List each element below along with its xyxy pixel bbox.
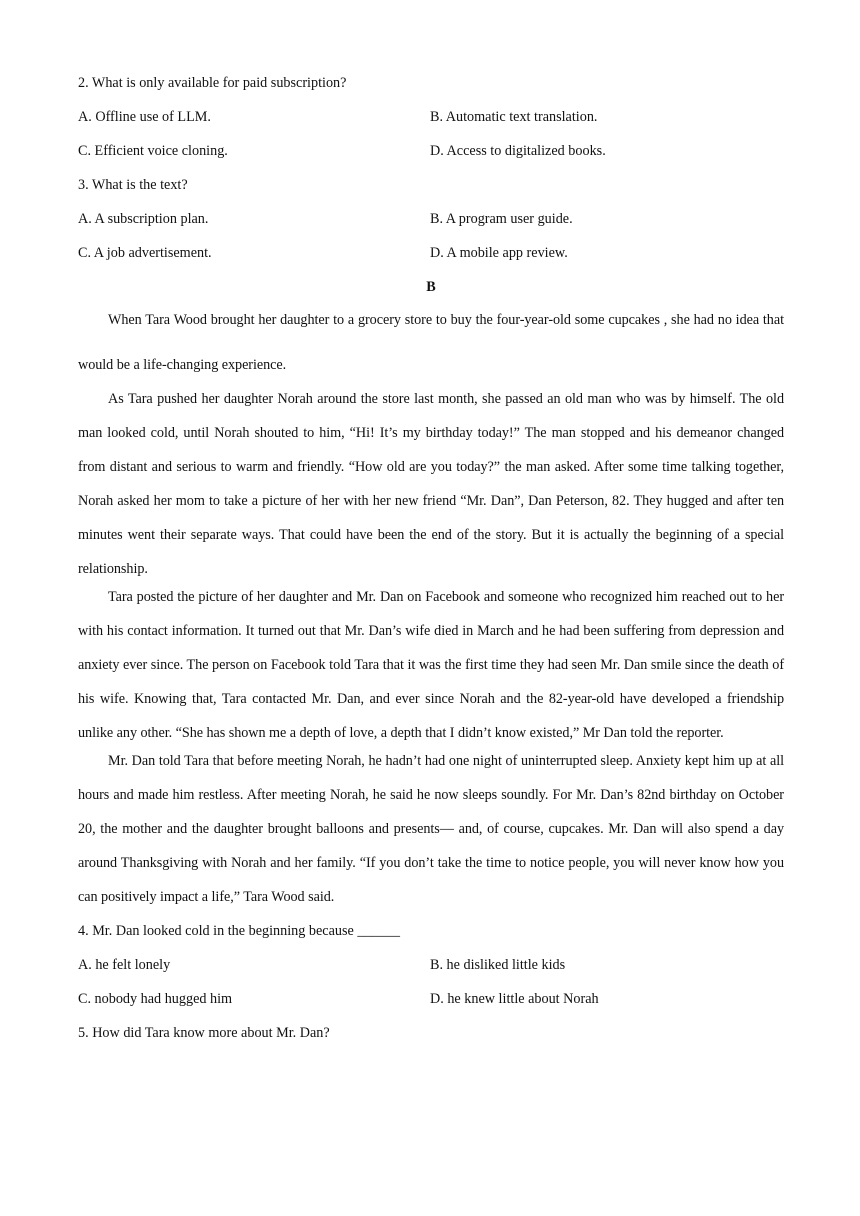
question-4-options-row-2 bbox=[78, 988, 784, 1022]
question-2-option-b: B. Automatic text translation. bbox=[430, 109, 598, 125]
question-3-stem: 3. What is the text? bbox=[78, 177, 188, 193]
passage-paragraph: Mr. Dan told Tara that before meeting Norah, he hadn’t had one night of uninterrupted sleep. Anxiety kept him up at all hours and made him restless. After meeting Norah, he said he now sleeps soundly. For Mr. Dan’s 82nd birthday on October 20, the mother and the daughter brought balloons and presents— and, of course, cupcakes. Mr. Dan will also spend a day around Thanksgiving with Norah and her family. “If you don’t take the time to notice people, you will never know how you can positively impact a life,” Tara Wood said. bbox=[78, 753, 784, 905]
question-4-option-b: B. he disliked little kids bbox=[430, 957, 566, 973]
passage-paragraph: When Tara Wood brought her daughter to a grocery store to buy the four-year-old some cupcakes , she had no idea that would be a life-changing experience. bbox=[78, 312, 784, 373]
question-3-option-c: C. A job advertisement. bbox=[78, 245, 212, 261]
document-page bbox=[78, 72, 784, 1056]
passage-paragraph: Tara posted the picture of her daughter and Mr. Dan on Facebook and someone who recognized him reached out to her with his contact information. It turned out that Mr. Dan’s wife died in March and he had been suffering from depression and anxiety ever since. The person on Facebook told Tara that it was the first time they had seen Mr. Dan smile since the death of his wife. Knowing that, Tara contacted Mr. Dan, and ever since Norah and the 82-year-old have developed a friendship unlike any other. “She has shown me a depth of love, a depth that I didn’t know existed,” Mr Dan told the reporter. bbox=[78, 589, 784, 741]
question-2-stem: 2. What is only available for paid subscription? bbox=[78, 75, 347, 91]
question-2-option-d: D. Access to digitalized books. bbox=[430, 143, 606, 159]
question-4-options-row-1 bbox=[78, 954, 784, 988]
reading-passage bbox=[78, 298, 784, 914]
question-3-option-a: A. A subscription plan. bbox=[78, 211, 209, 227]
question-4-option-a: A. he felt lonely bbox=[78, 957, 171, 973]
question-3-option-d: D. A mobile app review. bbox=[430, 245, 568, 261]
question-4-option-c: C. nobody had hugged him bbox=[78, 991, 233, 1007]
question-3-option-b: B. A program user guide. bbox=[430, 211, 573, 227]
section-label: B bbox=[426, 279, 436, 295]
question-4-stem: 4. Mr. Dan looked cold in the beginning because ______ bbox=[78, 923, 400, 939]
passage-paragraph: As Tara pushed her daughter Norah around the store last month, she passed an old man who was by himself. The old man looked cold, until Norah shouted to him, “Hi! It’s my birthday today!” The man stopped and his demeanor changed from distant and serious to warm and friendly. “How old are you today?” the man asked. After some time talking together, Norah asked her mom to take a picture of her with her new friend “Mr. Dan”, Dan Peterson, 82. They hugged and after ten minutes went their separate ways. That could have been the end of the story. But it is actually the beginning of a special relationship. bbox=[78, 391, 784, 577]
question-3-options-row-1 bbox=[78, 208, 784, 242]
question-3-options-row-2 bbox=[78, 242, 784, 276]
question-2-options-row-2 bbox=[78, 140, 784, 174]
question-2-option-a: A. Offline use of LLM. bbox=[78, 109, 211, 125]
question-4-option-d: D. he knew little about Norah bbox=[430, 991, 599, 1007]
question-2-options-row-1 bbox=[78, 106, 784, 140]
question-5-stem: 5. How did Tara know more about Mr. Dan? bbox=[78, 1025, 330, 1041]
question-2-option-c: C. Efficient voice cloning. bbox=[78, 143, 228, 159]
